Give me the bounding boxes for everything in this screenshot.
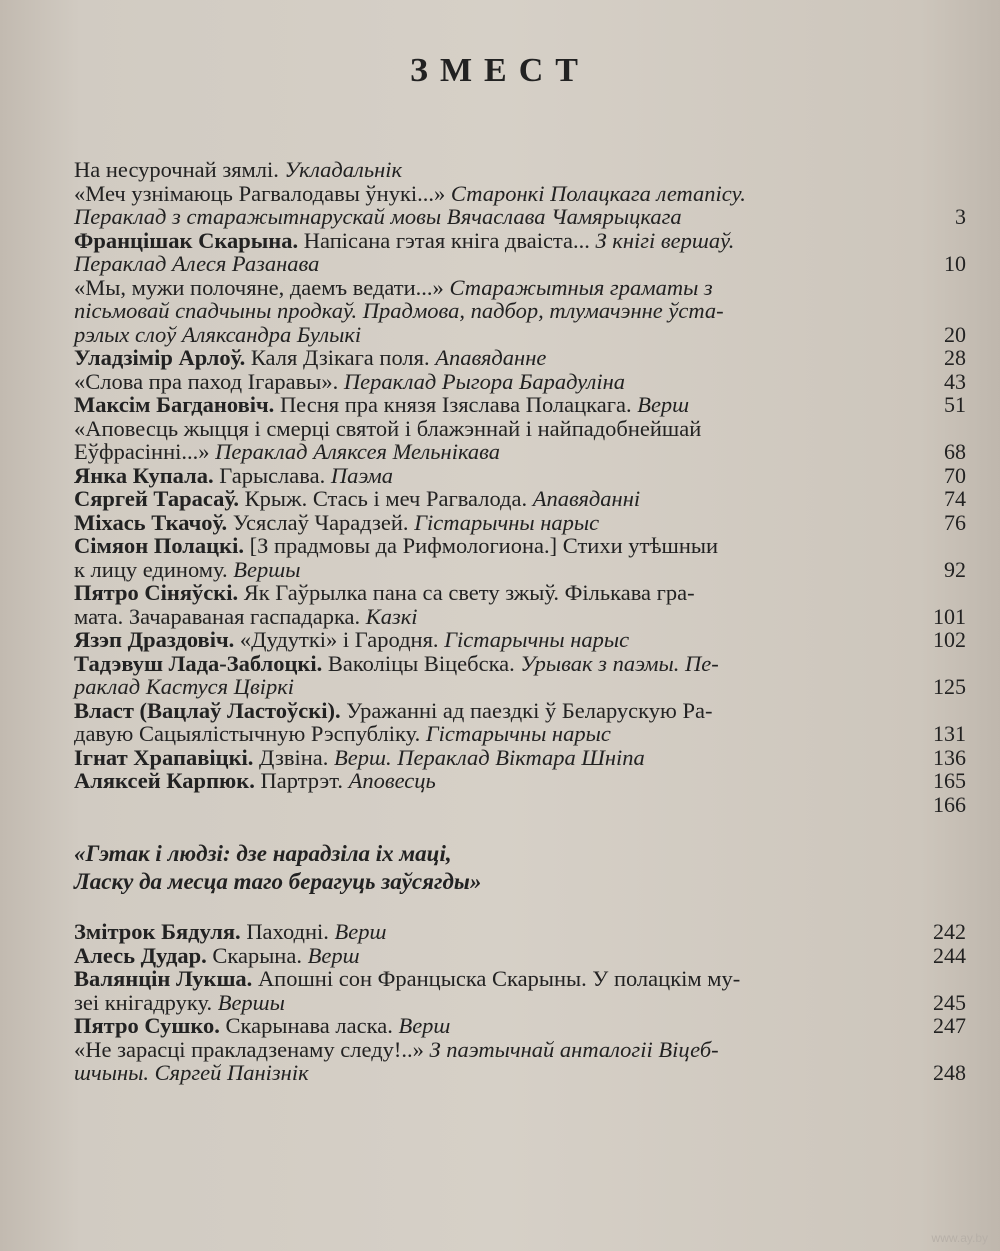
page-number: 20 — [944, 321, 966, 347]
toc-entry-line — [74, 1014, 974, 1038]
toc-entry-line — [74, 276, 974, 300]
author-name: Пятро Сіняўскі. — [74, 580, 239, 605]
genre-note: Гістарычны нарыс — [425, 721, 611, 746]
author-name: Сяргей Тарасаў. — [74, 486, 240, 511]
author-name: Сімяон Полацкі. — [74, 533, 244, 558]
toc-entry — [74, 699, 974, 746]
toc-entry-line — [74, 299, 974, 323]
toc-entry — [74, 652, 974, 699]
genre-note: раклад Кастуся Цвіркі — [74, 674, 295, 699]
toc-entry — [74, 581, 974, 628]
toc-entry-line — [74, 464, 974, 488]
genre-note: Апавяданне — [435, 345, 547, 370]
page-number: 136 — [933, 744, 966, 770]
work-title: Дзвіна. — [253, 744, 334, 770]
toc-entry — [74, 920, 974, 944]
page-number: 125 — [933, 674, 966, 699]
author-name: Алесь Дудар. — [74, 942, 207, 968]
author-name: Міхась Ткачоў. — [74, 509, 228, 535]
table-of-contents — [74, 158, 974, 1085]
author-name: Ігнат Храпавіцкі. — [74, 744, 254, 770]
genre-note: Старажытныя граматы з — [449, 274, 713, 300]
work-title: На несурочнай зямлі. — [74, 157, 285, 182]
genre-note: Пераклад Алеся Разанава — [74, 251, 320, 276]
page-number: 92 — [944, 556, 966, 582]
genre-note: З кнігі вершаў. — [595, 227, 735, 253]
genre-note: Укладальнік — [284, 157, 403, 182]
toc-entry — [74, 370, 974, 394]
toc-entry — [74, 628, 974, 652]
toc-entry-line — [74, 511, 974, 535]
toc-entry — [74, 793, 974, 817]
genre-note: Вершы — [217, 989, 285, 1015]
genre-note: пісьмовай спадчыны продкаў. Прадмова, падбор, тлумачэнне ўста- — [74, 298, 724, 323]
toc-entry-line — [74, 746, 974, 770]
toc-entry-line — [74, 1038, 974, 1062]
toc-entry-line — [74, 182, 974, 206]
toc-entry-line — [74, 440, 974, 464]
genre-note: Аповесць — [348, 768, 436, 793]
toc-entry-line — [74, 229, 974, 253]
toc-list-main — [74, 158, 974, 816]
page-number: 101 — [933, 603, 966, 629]
author-name: Янка Купала. — [74, 462, 214, 488]
toc-entry-line — [74, 628, 974, 652]
toc-entry-line — [74, 487, 974, 511]
page-number: 248 — [933, 1060, 966, 1085]
author-name: Власт (Вацлаў Ластоўскі). — [74, 697, 341, 723]
toc-entry — [74, 1038, 974, 1085]
page-number: 242 — [933, 919, 966, 944]
toc-entry — [74, 393, 974, 417]
toc-entry-line — [74, 393, 974, 417]
work-title: Паходні. — [240, 919, 335, 944]
author-name: Аляксей Карпюк. — [74, 768, 255, 793]
section-heading — [74, 840, 974, 896]
work-title: Гарыслава. — [213, 462, 331, 488]
page-title: ЗМЕСТ — [410, 52, 590, 89]
work-title: «Дудуткі» і Гародня. — [234, 627, 445, 652]
genre-note: Верш — [307, 942, 360, 968]
genre-note: шчыны. Сяргей Панізнік — [74, 1060, 309, 1085]
work-title: Уражанні ад паездкі ў Беларускую Ра- — [340, 697, 713, 723]
work-title: мата. Зачараваная гаспадарка. — [74, 603, 366, 629]
toc-entry-line — [74, 793, 974, 817]
genre-note: Урывак з паэмы. Пе- — [520, 650, 719, 676]
toc-entry-line — [74, 346, 974, 370]
genre-note: Верш — [398, 1013, 451, 1038]
page-number: 76 — [944, 509, 966, 535]
genre-note: Верш — [637, 392, 690, 417]
toc-entry — [74, 158, 974, 182]
toc-entry — [74, 229, 974, 276]
author-name: Тадэвуш Лада-Заблоцкі. — [74, 650, 323, 676]
work-title: Каля Дзікага поля. — [245, 345, 436, 370]
page-number: 51 — [944, 392, 966, 417]
genre-note: З паэтычнай анталогіі Віцеб- — [429, 1036, 719, 1062]
work-title: «Слова пра паход Ігаравы». — [74, 368, 344, 394]
genre-note: Верш — [334, 919, 387, 944]
toc-entry — [74, 967, 974, 1014]
author-name: Змітрок Бядуля. — [74, 919, 241, 944]
toc-entry-line — [74, 699, 974, 723]
page-number: 10 — [944, 251, 966, 276]
toc-entry-line — [74, 370, 974, 394]
work-title: Ваколіцы Віцебска. — [322, 650, 521, 676]
watermark: www.ay.by — [931, 1231, 988, 1245]
toc-entry-line — [74, 581, 974, 605]
work-title: «Не зарасці пракладзенаму следу!..» — [74, 1036, 430, 1062]
toc-entry-line — [74, 675, 974, 699]
toc-entry — [74, 511, 974, 535]
author-name: Язэп Драздовіч. — [74, 627, 235, 652]
toc-entry — [74, 417, 974, 464]
toc-entry-line — [74, 967, 974, 991]
toc-entry — [74, 346, 974, 370]
toc-entry — [74, 276, 974, 347]
genre-note: Гістарычны нарыс — [414, 509, 600, 535]
toc-entry-line — [74, 605, 974, 629]
toc-entry-line — [74, 944, 974, 968]
page-number: 43 — [944, 368, 966, 394]
genre-note: Пераклад з старажытнарускай мовы Вячаслава Чамярыцкага — [74, 204, 682, 229]
genre-note: рэлых слоў Аляксандра Булыкі — [74, 321, 362, 347]
work-title: Скарынава ласка. — [219, 1013, 399, 1038]
page-number: 70 — [944, 462, 966, 488]
work-title: Напісана гэтая кніга дваіста... — [298, 227, 596, 253]
page-number: 247 — [933, 1013, 966, 1038]
toc-entry-line — [74, 417, 974, 441]
toc-entry-line — [74, 652, 974, 676]
toc-entry-line — [74, 1061, 974, 1085]
page-number: 131 — [933, 721, 966, 746]
work-title: зеі кнігадруку. — [74, 989, 218, 1015]
work-title: Як Гаўрылка пана са свету зжыў. Фількава гра- — [238, 580, 695, 605]
toc-entry-line — [74, 323, 974, 347]
work-title: Скарына. — [206, 942, 308, 968]
page-number: 165 — [933, 768, 966, 793]
work-title: Партрэт. — [254, 768, 349, 793]
page-number: 245 — [933, 989, 966, 1015]
toc-list-section — [74, 920, 974, 1085]
work-title: «Аповесць жыцця і смерці святой і блажэннай і найпадобнейшай — [74, 415, 702, 441]
genre-note: Старонкі Полацкага летапісу. — [450, 180, 746, 206]
toc-entry — [74, 746, 974, 770]
toc-entry-line — [74, 722, 974, 746]
toc-entry-line — [74, 205, 974, 229]
genre-note: Пераклад Аляксея Мельнікава — [215, 439, 501, 464]
genre-note: Верш. Пераклад Віктара Шніпа — [334, 744, 645, 770]
work-title: Еўфрасінні...» — [74, 439, 216, 464]
genre-note: Вершы — [233, 556, 301, 582]
work-title: Песня пра князя Ізяслава Полацкага. — [274, 392, 638, 417]
work-title: давую Сацыялістычную Рэспубліку. — [74, 721, 426, 746]
page-number: 166 — [933, 791, 966, 817]
toc-entry — [74, 769, 974, 793]
work-title: Крыж. Стась і меч Рагвалода. — [239, 486, 533, 511]
page-number: 3 — [955, 204, 966, 229]
author-name: Францішак Скарына. — [74, 227, 299, 253]
genre-note: Пераклад Рыгора Барадуліна — [343, 368, 626, 394]
toc-entry-line — [74, 158, 974, 182]
genre-note: Апавяданні — [532, 486, 641, 511]
author-name: Валянцін Лукша. — [74, 966, 253, 991]
toc-entry — [74, 464, 974, 488]
toc-entry — [74, 944, 974, 968]
page-number: 68 — [944, 439, 966, 464]
toc-entry-line — [74, 920, 974, 944]
work-title: к лицу единому. — [74, 556, 234, 582]
section-heading-line: Ласку да месца таго берагуць заўсягды» — [74, 869, 482, 894]
work-title: [З прадмовы да Рифмологиона.] Стихи утѣшныи — [243, 533, 719, 558]
page-number: 28 — [944, 345, 966, 370]
work-title: «Меч узнімаюць Рагвалодавы ўнукі...» — [74, 180, 451, 206]
author-name: Максім Багдановіч. — [74, 392, 275, 417]
toc-entry — [74, 487, 974, 511]
toc-entry-line — [74, 534, 974, 558]
toc-entry-line — [74, 769, 974, 793]
author-name: Уладзімір Арлоў. — [74, 345, 246, 370]
toc-entry-line — [74, 991, 974, 1015]
work-title: Усяслаў Чарадзей. — [227, 509, 415, 535]
toc-entry — [74, 182, 974, 229]
toc-entry — [74, 1014, 974, 1038]
work-title: «Мы, мужи полочяне, даемъ ведати...» — [74, 274, 450, 300]
toc-entry-line — [74, 252, 974, 276]
page-number: 244 — [933, 942, 966, 968]
work-title: Апошні сон Францыска Скарыны. У полацкім му- — [252, 966, 741, 991]
genre-note: Паэма — [330, 462, 394, 488]
genre-note: Гістарычны нарыс — [444, 627, 630, 652]
section-heading-line: «Гэтак і людзі: дзе нарадзіла іх маці, — [74, 841, 452, 866]
page-number: 102 — [933, 627, 966, 652]
toc-entry-line — [74, 558, 974, 582]
author-name: Пятро Сушко. — [74, 1013, 220, 1038]
page-number: 74 — [944, 486, 966, 511]
toc-entry — [74, 534, 974, 581]
genre-note: Казкі — [365, 603, 418, 629]
